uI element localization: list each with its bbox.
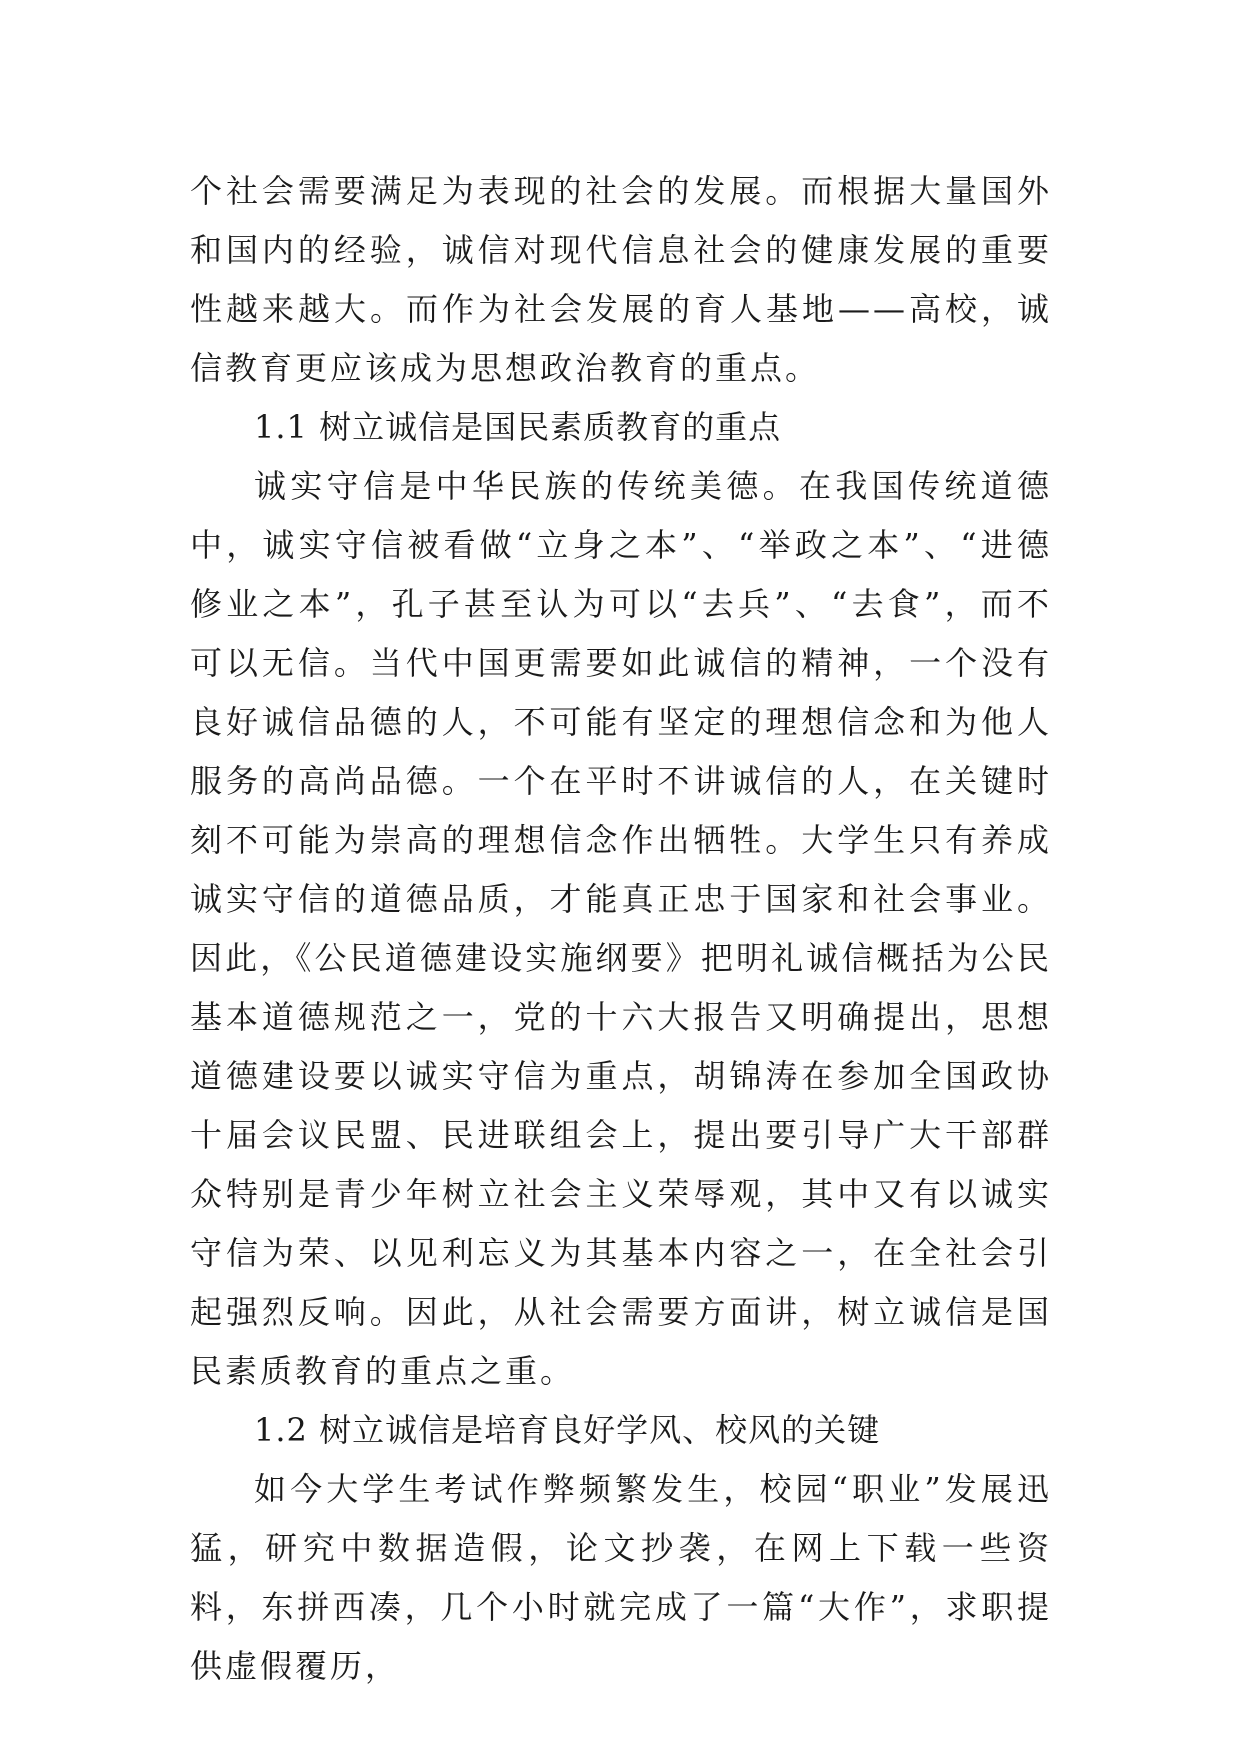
paragraph-continuation: 个社会需要满足为表现的社会的发展。而根据大量国外和国内的经验，诚信对现代信息社会的健康发展的重要性越来越大。而作为社会发展的育人基地——高校，诚信教育更应该成为思想政治教育的重点。 <box>190 172 1052 387</box>
document-body <box>190 162 1052 1696</box>
paragraph-integrity-national-quality: 诚实守信是中华民族的传统美德。在我国传统道德中，诚实守信被看做“立身之本”、“举政之本”、“进德修业之本”，孔子甚至认为可以“去兵”、“去食”，而不可以无信。当代中国更需要如此诚信的精神，一个没有良好诚信品德的人，不可能有坚定的理想信念和为他人服务的高尚品德。一个在平时不讲诚信的人，在关键时刻不可能为崇高的理想信念作出牺牲。大学生只有养成诚实守信的道德品质，才能真正忠于国家和社会事业。因此，《公民道德建设实施纲要》把明礼诚信概括为公民基本道德规范之一，党的十六大报告又明确提出，思想道德建设要以诚实守信为重点，胡锦涛在参加全国政协十届会议民盟、民进联组会上，提出要引导广大干部群众特别是青少年树立社会主义荣辱观，其中又有以诚实守信为荣、以见利忘义为其基本内容之一，在全社会引起强烈反响。因此，从社会需要方面讲，树立诚信是国民素质教育的重点之重。 <box>190 467 1052 1390</box>
section-heading-1-1: 1.1 树立诚信是国民素质教育的重点 <box>254 408 782 446</box>
section-heading-1-2: 1.2 树立诚信是培育良好学风、校风的关键 <box>254 1411 881 1449</box>
paragraph-academic-misconduct: 如今大学生考试作弊频繁发生，校园“职业”发展迅猛，研究中数据造假，论文抄袭，在网上下载一些资料，东拼西凑，几个小时就完成了一篇“大作”，求职提供虚假覆历， <box>190 1470 1052 1685</box>
